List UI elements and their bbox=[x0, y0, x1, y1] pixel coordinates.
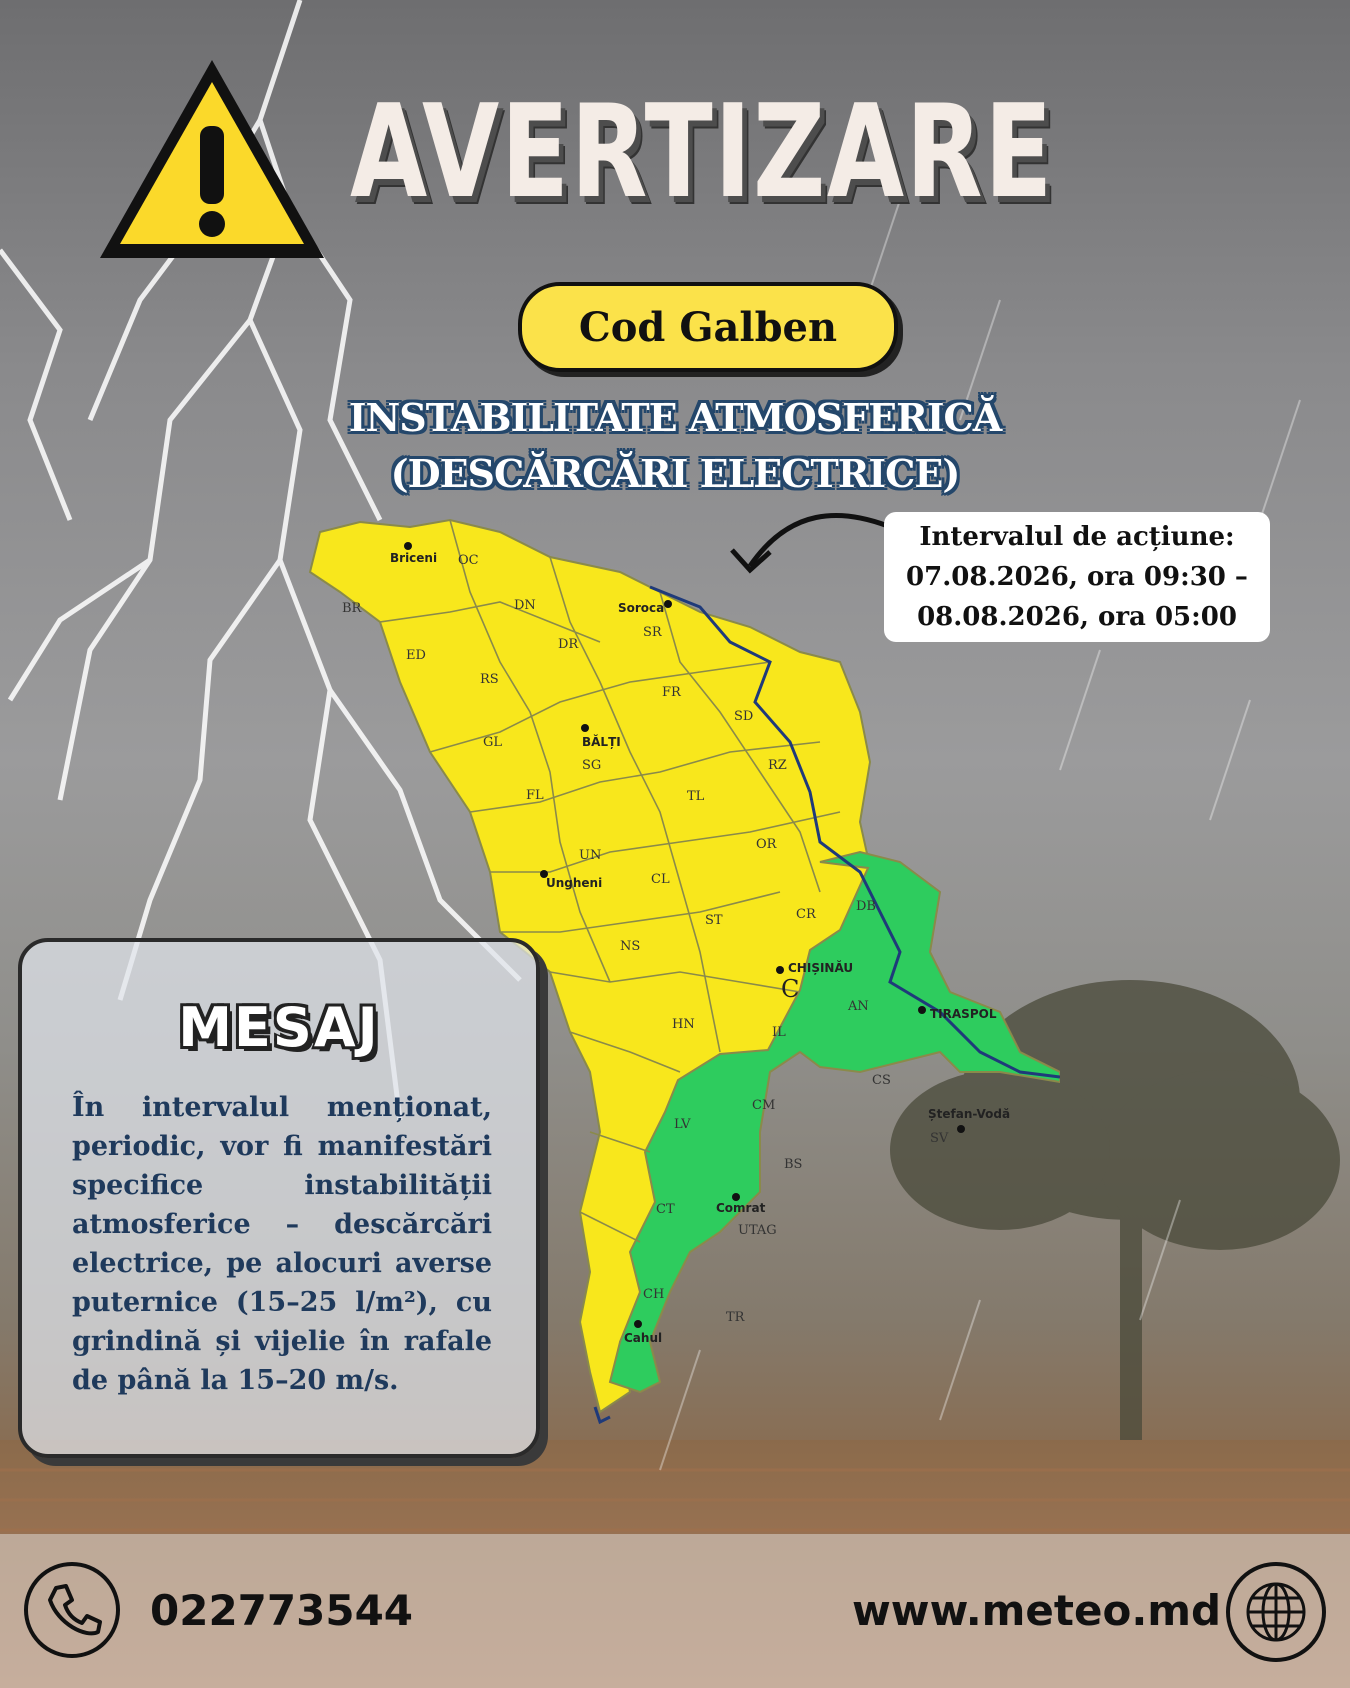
phone-number[interactable]: 022773544 bbox=[150, 1586, 414, 1635]
interval-label: Intervalul de acțiune: bbox=[919, 522, 1235, 552]
region-BR: BR bbox=[342, 601, 362, 616]
region-DR: DR bbox=[558, 637, 579, 652]
region-FR: FR bbox=[662, 685, 681, 700]
region-AN: AN bbox=[848, 999, 869, 1014]
message-box bbox=[18, 938, 540, 1458]
region-HN: HN bbox=[672, 1017, 695, 1032]
region-CS: CS bbox=[872, 1073, 891, 1088]
region-GL: GL bbox=[483, 735, 503, 750]
region-CT: CT bbox=[656, 1202, 675, 1217]
region-CM: CM bbox=[752, 1098, 776, 1113]
city-comrat: Comrat bbox=[716, 1201, 766, 1215]
region-NS: NS bbox=[620, 939, 641, 954]
region-IL: IL bbox=[772, 1025, 786, 1040]
city-chisinau: CHIȘINĂU bbox=[788, 961, 854, 975]
region-DN: DN bbox=[514, 598, 536, 613]
region-CR: CR bbox=[796, 907, 816, 922]
city-briceni: Briceni bbox=[390, 551, 438, 565]
city-stefan-voda: Ștefan-Vodă bbox=[928, 1107, 1011, 1121]
city-ungheni: Ungheni bbox=[546, 876, 603, 890]
city-balti: BĂLȚI bbox=[582, 735, 621, 749]
region-TR: TR bbox=[726, 1310, 745, 1325]
region-LV: LV bbox=[674, 1117, 691, 1132]
region-SG: SG bbox=[582, 758, 602, 773]
region-OR: OR bbox=[756, 837, 777, 852]
city-cahul: Cahul bbox=[624, 1331, 663, 1345]
region-TL: TL bbox=[687, 789, 705, 804]
region-DB: DB bbox=[856, 899, 876, 914]
message-title: MESAJ bbox=[178, 996, 380, 1059]
interval-start: 07.08.2026, ora 09:30 – bbox=[906, 562, 1248, 592]
region-ED: ED bbox=[406, 648, 426, 663]
region-SV: SV bbox=[930, 1131, 949, 1146]
region-SR: SR bbox=[643, 625, 662, 640]
phone-icon bbox=[24, 1562, 120, 1658]
interval-end: 08.08.2026, ora 05:00 bbox=[917, 602, 1237, 632]
region-FL: FL bbox=[526, 788, 544, 803]
phenomenon-line-1: INSTABILITATE ATMOSFERICĂ bbox=[348, 395, 1002, 440]
phenomenon-line-2: (DESCĂRCĂRI ELECTRICE) bbox=[390, 451, 960, 496]
region-CL: CL bbox=[651, 872, 670, 887]
region-BS: BS bbox=[784, 1157, 803, 1172]
alert-level-label: Cod Galben bbox=[578, 303, 838, 351]
phenomenon-title bbox=[290, 390, 1060, 502]
region-CH: CH bbox=[643, 1287, 665, 1302]
globe-icon bbox=[1226, 1562, 1326, 1662]
city-tiraspol: TIRASPOL bbox=[930, 1007, 997, 1021]
city-soroca: Soroca bbox=[618, 601, 665, 615]
region-UN: UN bbox=[579, 848, 602, 863]
website-link[interactable]: www.meteo.md bbox=[852, 1586, 1222, 1635]
region-UTAG: UTAG bbox=[738, 1223, 777, 1238]
warning-triangle-icon bbox=[94, 54, 330, 266]
region-RZ: RZ bbox=[768, 758, 787, 773]
region-C: C bbox=[781, 975, 800, 1003]
page-title: AVERTIZARE bbox=[350, 78, 1054, 227]
region-RS: RS bbox=[480, 672, 499, 687]
region-ST: ST bbox=[705, 913, 723, 928]
alert-level-badge bbox=[518, 282, 898, 372]
region-SD: SD bbox=[734, 709, 754, 724]
region-OC: OC bbox=[458, 553, 479, 568]
message-text: În intervalul menționat, periodic, vor fi manifestări specifice instabilității atmosferice – descărcări electrice, pe alocuri averse puternice (15–25 l/m²), cu grindină și vijelie în rafale de până la 15–20 m/s. bbox=[72, 1092, 492, 1396]
